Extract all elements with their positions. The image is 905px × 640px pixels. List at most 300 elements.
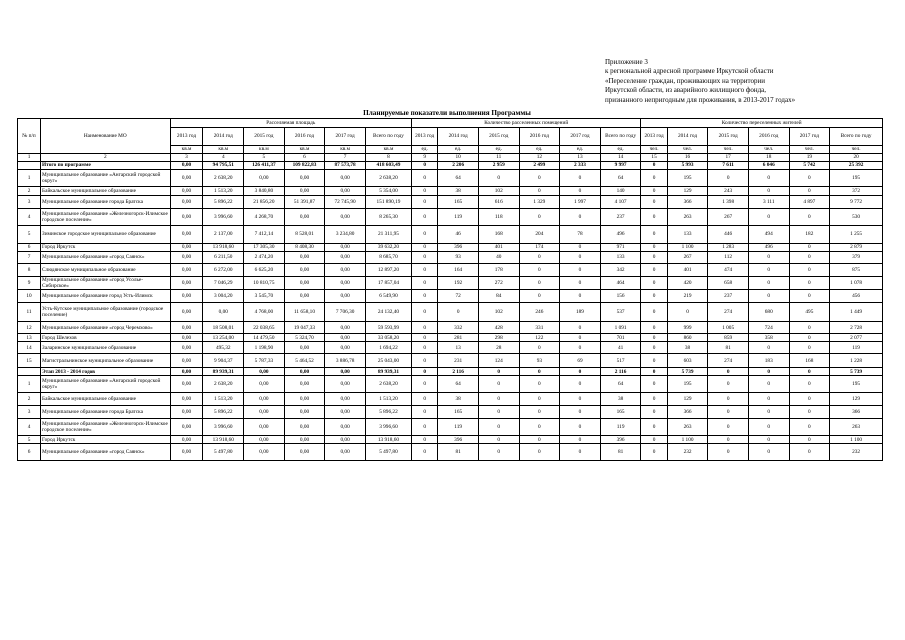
- value-cell: 168: [478, 226, 519, 244]
- header-unit: чел.: [708, 146, 749, 154]
- value-cell: 0: [412, 342, 438, 354]
- value-cell: 1 100: [667, 436, 708, 444]
- table-row: [18, 393, 883, 406]
- value-cell: 0: [789, 436, 830, 444]
- value-cell: 0: [560, 209, 601, 226]
- value-cell: 0,00: [170, 393, 203, 406]
- value-cell: 0: [641, 419, 667, 436]
- value-cell: 64: [600, 170, 641, 187]
- value-cell: 0: [789, 419, 830, 436]
- value-cell: 680: [748, 303, 789, 322]
- row-number: 6: [18, 244, 41, 252]
- header-year: 2014 год: [203, 128, 244, 146]
- column-number: 5: [244, 154, 285, 162]
- value-cell: 331: [519, 322, 560, 334]
- header-year: 2017 год: [560, 128, 601, 146]
- row-number: 5: [18, 436, 41, 444]
- value-cell: 140: [600, 187, 641, 196]
- value-cell: 1 078: [830, 277, 883, 290]
- row-number: [18, 368, 41, 376]
- header-group-premises: Количество расселенных помещений: [412, 119, 641, 128]
- header-unit: чел.: [789, 146, 830, 154]
- column-number-row: [18, 154, 883, 162]
- value-cell: 0: [478, 368, 519, 376]
- municipality-name: Муниципальное образование города Братска: [41, 406, 171, 419]
- value-cell: 0,00: [244, 444, 285, 461]
- value-cell: 0,00: [170, 376, 203, 393]
- municipality-name: Этап 2013 - 2014 годов: [41, 368, 171, 376]
- table-row: [18, 196, 883, 209]
- value-cell: 2 116: [600, 368, 641, 376]
- value-cell: 332: [438, 322, 479, 334]
- value-cell: 119: [438, 209, 479, 226]
- value-cell: 9 772: [830, 196, 883, 209]
- value-cell: 0: [412, 444, 438, 461]
- table-row: [18, 322, 883, 334]
- value-cell: 17 305,30: [244, 244, 285, 252]
- value-cell: 3 840,80: [244, 187, 285, 196]
- value-cell: 0: [412, 334, 438, 342]
- header-group-area: Расселяемая площадь: [170, 119, 411, 128]
- value-cell: 38: [667, 342, 708, 354]
- value-cell: 0,00: [284, 406, 325, 419]
- value-cell: 537: [600, 303, 641, 322]
- value-cell: 38: [438, 393, 479, 406]
- value-cell: 263: [830, 419, 883, 436]
- total-row: [18, 162, 883, 170]
- value-cell: 0,00: [284, 376, 325, 393]
- row-number: 3: [18, 196, 41, 209]
- value-cell: 4 107: [600, 196, 641, 209]
- value-cell: 603: [667, 354, 708, 368]
- value-cell: 232: [830, 444, 883, 461]
- value-cell: 0,00: [170, 170, 203, 187]
- municipality-name: Байкальское муниципальное образование: [41, 187, 171, 196]
- value-cell: 124: [478, 354, 519, 368]
- column-number: 13: [560, 154, 601, 162]
- value-cell: 13 918,60: [203, 436, 244, 444]
- header-year-total: Всего по году: [365, 128, 411, 146]
- value-cell: 3 996,60: [203, 419, 244, 436]
- appendix-note: [605, 58, 895, 105]
- value-cell: 0: [412, 226, 438, 244]
- value-cell: 0: [789, 170, 830, 187]
- value-cell: 0,00: [203, 303, 244, 322]
- value-cell: 1 091: [600, 322, 641, 334]
- value-cell: 0: [667, 303, 708, 322]
- value-cell: 4 897: [789, 196, 830, 209]
- value-cell: 701: [600, 334, 641, 342]
- value-cell: 999: [667, 322, 708, 334]
- column-number: 11: [478, 154, 519, 162]
- header-year-total: Всего по году: [600, 128, 641, 146]
- value-cell: 4 768,00: [244, 303, 285, 322]
- value-cell: 396: [438, 244, 479, 252]
- value-cell: 2 116: [438, 368, 479, 376]
- table-row: [18, 290, 883, 303]
- value-cell: 102: [478, 187, 519, 196]
- value-cell: 0: [560, 322, 601, 334]
- value-cell: 39 632,20: [365, 244, 411, 252]
- value-cell: 6 046: [748, 162, 789, 170]
- value-cell: 0: [412, 170, 438, 187]
- value-cell: 11 658,10: [284, 303, 325, 322]
- value-cell: 93: [438, 252, 479, 264]
- value-cell: 5 896,22: [203, 196, 244, 209]
- appendix-line: Приложение 3: [605, 58, 648, 66]
- value-cell: 1 100: [667, 244, 708, 252]
- value-cell: 0: [412, 162, 438, 170]
- column-number: 12: [519, 154, 560, 162]
- table-row: [18, 226, 883, 244]
- header-unit: кв.м: [284, 146, 325, 154]
- value-cell: 7 412,14: [244, 226, 285, 244]
- header-year: 2017 год: [325, 128, 366, 146]
- value-cell: 5 497,80: [203, 444, 244, 461]
- value-cell: 195: [830, 376, 883, 393]
- value-cell: 156: [600, 290, 641, 303]
- header-year: 2013 год: [412, 128, 438, 146]
- value-cell: 5 896,22: [365, 406, 411, 419]
- value-cell: 237: [708, 290, 749, 303]
- value-cell: 0: [412, 354, 438, 368]
- value-cell: 0: [748, 290, 789, 303]
- value-cell: 231: [438, 354, 479, 368]
- value-cell: 0: [478, 406, 519, 419]
- value-cell: 5 787,33: [244, 354, 285, 368]
- value-cell: 0: [789, 187, 830, 196]
- municipality-name: Муниципальное образование «город Саянск»: [41, 444, 171, 461]
- table-row: [18, 209, 883, 226]
- value-cell: 1 449: [830, 303, 883, 322]
- value-cell: 0: [478, 436, 519, 444]
- value-cell: 0,00: [325, 436, 366, 444]
- value-cell: 0: [748, 436, 789, 444]
- value-cell: 109 822,83: [284, 162, 325, 170]
- header-unit: ед.: [438, 146, 479, 154]
- value-cell: 0: [560, 419, 601, 436]
- value-cell: 0,00: [170, 209, 203, 226]
- value-cell: 246: [519, 303, 560, 322]
- value-cell: 40: [478, 252, 519, 264]
- value-cell: 0: [641, 277, 667, 290]
- value-cell: 0: [412, 187, 438, 196]
- value-cell: 0: [560, 376, 601, 393]
- header-year: 2016 год: [748, 128, 789, 146]
- value-cell: 0: [560, 252, 601, 264]
- value-cell: 18 508,01: [203, 322, 244, 334]
- table-row: [18, 354, 883, 368]
- value-cell: 3 234,80: [325, 226, 366, 244]
- header-unit: кв.м: [244, 146, 285, 154]
- header-year-total: Всего по году: [830, 128, 883, 146]
- value-cell: 195: [667, 170, 708, 187]
- value-cell: 494: [748, 226, 789, 244]
- value-cell: 0: [748, 209, 789, 226]
- value-cell: 129: [667, 393, 708, 406]
- row-number: 2: [18, 393, 41, 406]
- value-cell: 13: [438, 342, 479, 354]
- value-cell: 2 474,20: [244, 252, 285, 264]
- table-row: [18, 244, 883, 252]
- value-cell: 5 739: [667, 368, 708, 376]
- value-cell: 243: [708, 187, 749, 196]
- value-cell: 133: [667, 226, 708, 244]
- value-cell: 401: [478, 244, 519, 252]
- table-row: [18, 436, 883, 444]
- table-row: [18, 252, 883, 264]
- value-cell: 237: [600, 209, 641, 226]
- value-cell: 2 959: [478, 162, 519, 170]
- value-cell: 0: [519, 342, 560, 354]
- value-cell: 0: [789, 277, 830, 290]
- value-cell: 9 997: [600, 162, 641, 170]
- value-cell: 21 311,95: [365, 226, 411, 244]
- value-cell: 0: [748, 170, 789, 187]
- column-number: 8: [365, 154, 411, 162]
- value-cell: 0,00: [325, 264, 366, 277]
- header-unit: ед.: [519, 146, 560, 154]
- value-cell: 41: [600, 342, 641, 354]
- column-number: 14: [600, 154, 641, 162]
- header-year: 2017 год: [789, 128, 830, 146]
- header-unit: кв.м: [325, 146, 366, 154]
- value-cell: 8 528,01: [284, 226, 325, 244]
- value-cell: 496: [748, 244, 789, 252]
- value-cell: 0: [412, 264, 438, 277]
- value-cell: 0: [641, 244, 667, 252]
- value-cell: 0: [708, 444, 749, 461]
- value-cell: 372: [830, 187, 883, 196]
- value-cell: 5 497,80: [365, 444, 411, 461]
- municipality-name: Муниципальное образование «Железногорск-Илимское городское поселение»: [41, 419, 171, 436]
- value-cell: 192: [438, 277, 479, 290]
- value-cell: 2 333: [560, 162, 601, 170]
- value-cell: 10 810,75: [244, 277, 285, 290]
- value-cell: 0: [748, 419, 789, 436]
- value-cell: 0: [412, 244, 438, 252]
- column-number: 4: [203, 154, 244, 162]
- column-number: 18: [748, 154, 789, 162]
- value-cell: 4 268,70: [244, 209, 285, 226]
- value-cell: 616: [478, 196, 519, 209]
- value-cell: 0: [519, 393, 560, 406]
- value-cell: 1 255: [830, 226, 883, 244]
- value-cell: 3 545,70: [244, 290, 285, 303]
- appendix-line: к региональной адресной программе Иркутской области: [605, 67, 774, 76]
- header-name: Наименование МО: [41, 119, 171, 154]
- header-unit: кв.м: [365, 146, 411, 154]
- value-cell: 13 918,60: [365, 436, 411, 444]
- value-cell: 0: [519, 368, 560, 376]
- value-cell: 189: [560, 303, 601, 322]
- row-number: 1: [18, 376, 41, 393]
- value-cell: 168: [789, 354, 830, 368]
- value-cell: 0,00: [170, 277, 203, 290]
- value-cell: 0: [708, 376, 749, 393]
- value-cell: 0,00: [325, 406, 366, 419]
- municipality-name: Итого по программе: [41, 162, 171, 170]
- column-number: 15: [641, 154, 667, 162]
- value-cell: 0: [641, 303, 667, 322]
- value-cell: 12 897,20: [365, 264, 411, 277]
- row-number: 15: [18, 354, 41, 368]
- municipality-name: Муниципальное образование «Железногорск-Илимское городское поселение»: [41, 209, 171, 226]
- row-number: 13: [18, 334, 41, 342]
- column-number: 1: [18, 154, 41, 162]
- value-cell: 1 513,20: [365, 393, 411, 406]
- value-cell: 0: [519, 436, 560, 444]
- value-cell: 0: [789, 393, 830, 406]
- value-cell: 22 038,65: [244, 322, 285, 334]
- value-cell: 129: [830, 393, 883, 406]
- header-unit: чел.: [667, 146, 708, 154]
- value-cell: 342: [600, 264, 641, 277]
- header-group-residents: Количество переселенных жителей: [641, 119, 883, 128]
- value-cell: 0: [641, 209, 667, 226]
- value-cell: 81: [708, 342, 749, 354]
- value-cell: 456: [830, 290, 883, 303]
- value-cell: 64: [600, 376, 641, 393]
- value-cell: 5 896,22: [203, 406, 244, 419]
- value-cell: 119: [438, 419, 479, 436]
- value-cell: 0,00: [244, 368, 285, 376]
- value-cell: 0: [789, 322, 830, 334]
- value-cell: 1 283: [708, 244, 749, 252]
- table-row: [18, 170, 883, 187]
- value-cell: 38: [438, 187, 479, 196]
- value-cell: 0: [641, 322, 667, 334]
- value-cell: 0,00: [284, 264, 325, 277]
- row-number: 9: [18, 277, 41, 290]
- value-cell: 6 625,20: [244, 264, 285, 277]
- value-cell: 0: [641, 290, 667, 303]
- value-cell: 102: [478, 303, 519, 322]
- value-cell: 1 198,90: [244, 342, 285, 354]
- value-cell: 59 593,99: [365, 322, 411, 334]
- row-number: 14: [18, 342, 41, 354]
- value-cell: 25 043,00: [365, 354, 411, 368]
- value-cell: 0: [641, 226, 667, 244]
- value-cell: 0: [560, 436, 601, 444]
- value-cell: 0,00: [284, 342, 325, 354]
- value-cell: 0: [519, 277, 560, 290]
- value-cell: 875: [830, 264, 883, 277]
- value-cell: 0: [641, 376, 667, 393]
- value-cell: 0,00: [284, 277, 325, 290]
- value-cell: 0,00: [170, 436, 203, 444]
- value-cell: 0,00: [170, 196, 203, 209]
- value-cell: 0: [560, 393, 601, 406]
- municipality-name: Муниципальное образование «Ангарский городской округ»: [41, 376, 171, 393]
- header-year: 2013 год: [170, 128, 203, 146]
- value-cell: 182: [789, 226, 830, 244]
- value-cell: 126 411,37: [244, 162, 285, 170]
- value-cell: 0: [708, 393, 749, 406]
- table-row: [18, 376, 883, 393]
- value-cell: 0: [560, 290, 601, 303]
- value-cell: 5 739: [830, 368, 883, 376]
- table-row: [18, 406, 883, 419]
- header-year: 2015 год: [478, 128, 519, 146]
- value-cell: 495: [789, 303, 830, 322]
- value-cell: 64: [438, 376, 479, 393]
- value-cell: 0: [748, 368, 789, 376]
- value-cell: 78: [560, 226, 601, 244]
- value-cell: 0,00: [284, 290, 325, 303]
- value-cell: 0: [560, 244, 601, 252]
- value-cell: 0: [641, 252, 667, 264]
- value-cell: 0: [748, 393, 789, 406]
- value-cell: 0: [519, 406, 560, 419]
- value-cell: 5 742: [789, 162, 830, 170]
- value-cell: 87 573,78: [325, 162, 366, 170]
- appendix-line: «Переселение граждан, проживающих на территории: [605, 76, 765, 85]
- value-cell: 0: [560, 277, 601, 290]
- value-cell: 0: [519, 187, 560, 196]
- value-cell: 0: [789, 244, 830, 252]
- value-cell: 8 408,30: [284, 244, 325, 252]
- appendix-line: Иркутской области, из аварийного жилищного фонда,: [605, 86, 767, 95]
- column-number: 2: [41, 154, 171, 162]
- municipality-name: Заларинское муниципальное образование: [41, 342, 171, 354]
- value-cell: 118: [478, 209, 519, 226]
- value-cell: 0: [412, 290, 438, 303]
- value-cell: 17 857,04: [365, 277, 411, 290]
- municipality-name: Муниципальное образование «Ангарский городской округ»: [41, 170, 171, 187]
- value-cell: 28: [478, 342, 519, 354]
- row-number: 8: [18, 264, 41, 277]
- value-cell: 89 939,31: [365, 368, 411, 376]
- row-number: 6: [18, 444, 41, 461]
- value-cell: 2 638,20: [365, 376, 411, 393]
- value-cell: 0,00: [170, 334, 203, 342]
- value-cell: 13 918,60: [203, 244, 244, 252]
- table-row: [18, 334, 883, 342]
- value-cell: 0,00: [325, 187, 366, 196]
- value-cell: 1 398: [708, 196, 749, 209]
- value-cell: 0,00: [244, 436, 285, 444]
- municipality-name: Байкальское муниципальное образование: [41, 393, 171, 406]
- value-cell: 1 513,20: [203, 393, 244, 406]
- header-year: 2014 год: [667, 128, 708, 146]
- value-cell: 0: [789, 342, 830, 354]
- value-cell: 420: [667, 277, 708, 290]
- value-cell: 119: [830, 342, 883, 354]
- value-cell: 72: [438, 290, 479, 303]
- value-cell: 0: [641, 264, 667, 277]
- value-cell: 2 879: [830, 244, 883, 252]
- value-cell: 1 005: [708, 322, 749, 334]
- municipality-name: Магистральнинское муниципальное образование: [41, 354, 171, 368]
- value-cell: 0: [708, 368, 749, 376]
- value-cell: 164: [438, 264, 479, 277]
- row-number: 5: [18, 226, 41, 244]
- value-cell: 19 047,33: [284, 322, 325, 334]
- value-cell: 0: [708, 170, 749, 187]
- value-cell: 0: [641, 368, 667, 376]
- value-cell: 401: [667, 264, 708, 277]
- value-cell: 2 638,20: [365, 170, 411, 187]
- value-cell: 1 228: [830, 354, 883, 368]
- value-cell: 6 272,00: [203, 264, 244, 277]
- value-cell: 0,00: [325, 368, 366, 376]
- value-cell: 658: [708, 277, 749, 290]
- value-cell: 0,00: [325, 376, 366, 393]
- value-cell: 112: [708, 252, 749, 264]
- value-cell: 0: [560, 264, 601, 277]
- value-cell: 1 997: [560, 196, 601, 209]
